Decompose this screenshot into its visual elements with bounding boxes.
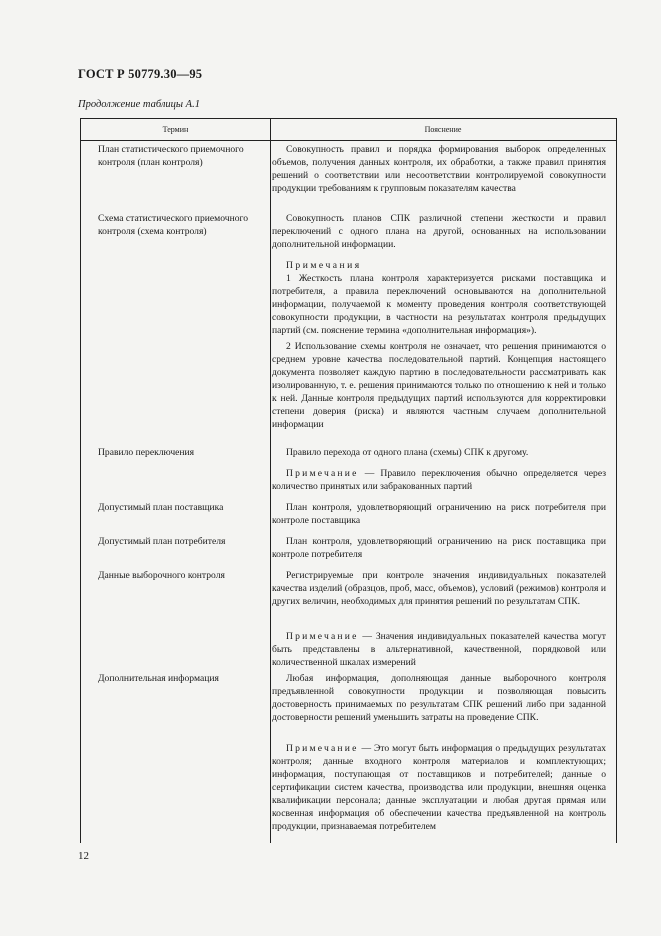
- term-control-plan: План статистического приемочного контроля (план контроля): [98, 144, 244, 168]
- explanation-additional-info: Любая информация, дополняющая данные выборочного контроля предъявленной совокупности продукции и позволяющая повысить достоверность принимаемых по результатам СПК решений либо при заданной достоверности решений уменьшить затраты на проведение СПК.: [272, 673, 606, 723]
- page-number: 12: [78, 850, 89, 862]
- term-consumer-plan: Допустимый план потребителя: [98, 536, 226, 547]
- note-sampling-data: [272, 630, 606, 669]
- gost-header: ГОСТ Р 50779.30—95: [78, 67, 203, 81]
- explanation-sampling-data: Регистрируемые при контроле значения индивидуальных показателей качества изделий (образцов, проб, масс, объемов), условий (режимов) контроля и других величин, необходимых для принятия решений по результатам СПК.: [272, 570, 606, 607]
- table-header-row: [81, 119, 616, 141]
- header-explanation: Пояснение: [424, 125, 462, 134]
- explanation-switching-rule: Правило перехода от одного плана (схемы) СПК к другому.: [286, 447, 529, 458]
- explanation-supplier-plan: План контроля, удовлетворяющий ограничению на риск потребителя при контроле поставщика: [272, 502, 606, 526]
- explanation-control-scheme: Совокупность планов СПК различной степени жесткости и правил переключений с одного плана на другой, основанных на использовании дополнительной информации.: [272, 213, 606, 250]
- note-1: 1 Жесткость плана контроля характеризуется рисками поставщика и потребителя, а правила переключений основываются на дополнительной информации, получаемой к моменту проведения контроля соответствующей совокупности продукции, в частности на результатах контроля предыдущих партий (см. пояснение термина «дополнительная информация»).: [272, 273, 606, 336]
- term-supplier-plan: Допустимый план поставщика: [98, 502, 224, 513]
- explanation-consumer-plan: План контроля, удовлетворяющий ограничению на риск поставщика при контроле потребителя: [272, 536, 606, 560]
- column-divider: [270, 119, 271, 843]
- note-2: 2 Использование схемы контроля не означает, что решения принимаются о среднем уровне качества последовательной партий. Концепция настоящего документа позволяет каждую партию в последовательности рассматривать как изолированную, т. е. решения принимаются только по отношению к ней и только к ней. Данные контроля предыдущих партий используются для корректировки степени доверия (риска) и являются частным случаем дополнительной информации: [272, 341, 606, 430]
- note-label: Примечание: [286, 631, 359, 642]
- note-text: — Это могут быть информация о предыдущих результатах контроля; данные входного контроля материалов и комплектующих; информация, поступающая от поставщиков и потребителей; данные о сертификации систем качества, производства или продукции, внешняя оценка квалификации персонала; данные эксплуатации и любая другая прямая или косвенная информация об обеспечении качества предъявленной на контроль продукции, признаваемая потребителем: [272, 743, 606, 832]
- note-text: — Правило переключения обычно определяется через количество принятых или забракованных партий: [272, 468, 606, 492]
- note-label: Примечание: [286, 743, 359, 754]
- term-control-scheme: Схема статистического приемочного контроля (схема контроля): [98, 213, 248, 237]
- note-label: Примечание: [286, 468, 359, 479]
- notes-title: Примечания: [286, 260, 362, 271]
- note-additional-info: [272, 742, 606, 833]
- note-switching-rule: [272, 467, 606, 493]
- explanation-control-plan: Совокупность правил и порядка формирования выборок определенных объемов, получения данных контроля, их обработки, а также правил принятия решений о соответствии или несоответствии контролируемой совокупности продукции требованиям к групповым показателям качества: [272, 144, 606, 194]
- term-sampling-data: Данные выборочного контроля: [98, 570, 225, 581]
- header-term: Термин: [162, 125, 189, 134]
- table-caption: Продолжение таблицы А.1: [78, 99, 200, 110]
- note-text: — Значения индивидуальных показателей качества могут быть представлены в альтернативной, качественной, порядковой или количественной шкалах измерений: [272, 631, 606, 668]
- term-additional-info: Дополнительная информация: [98, 673, 219, 684]
- terms-table: [80, 118, 617, 843]
- term-switching-rule: Правило переключения: [98, 447, 195, 458]
